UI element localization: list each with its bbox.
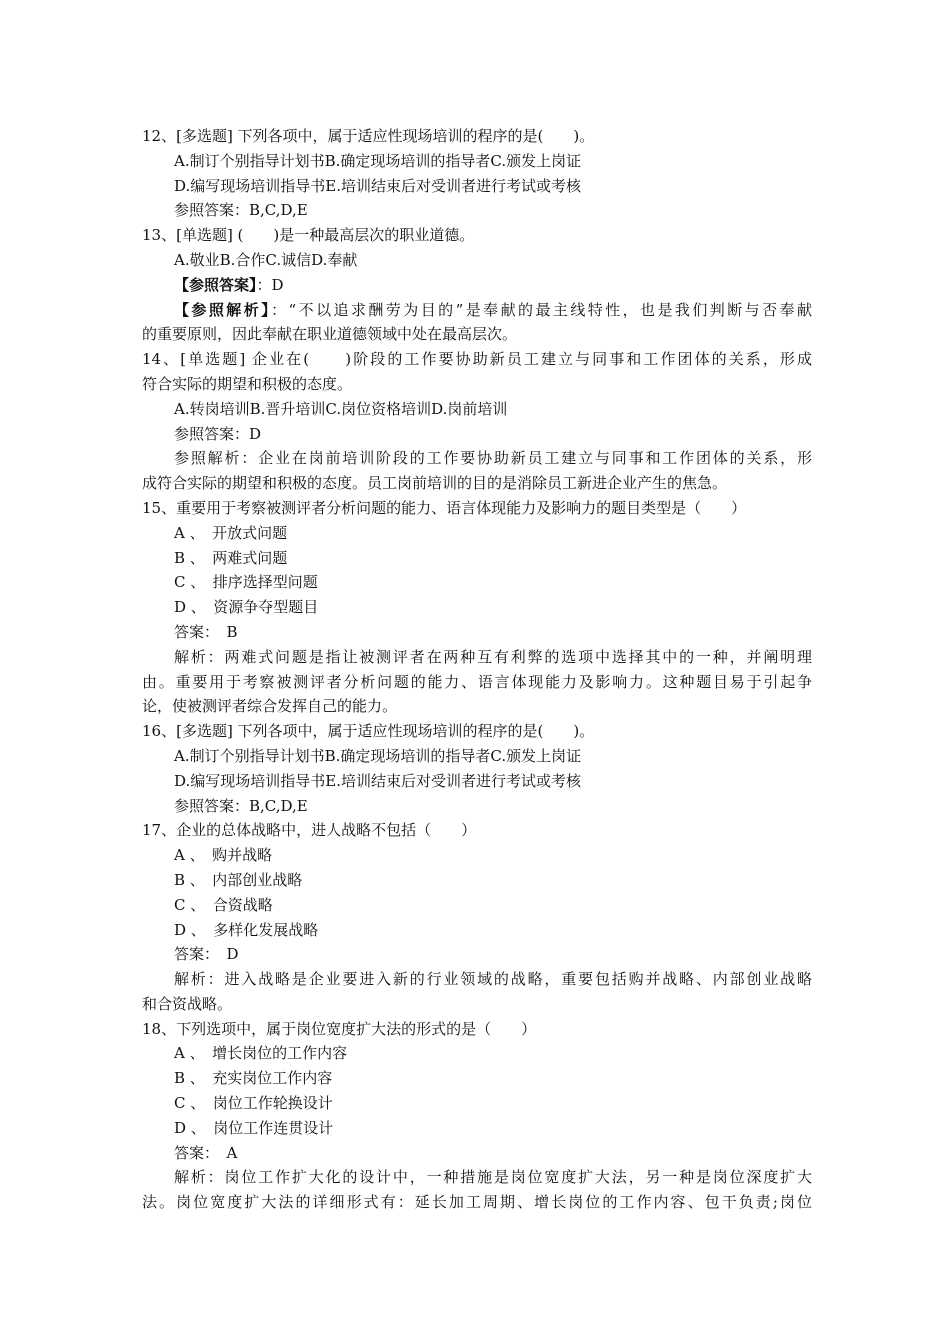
q15-answer: 答案： B [174, 622, 238, 641]
q12-stem: 12、[多选题] 下列各项中，属于适应性现场培训的程序的是( )。 [142, 127, 595, 145]
q14-analysis-line-1: 参照解析：企业在岗前培训阶段的工作要协助新员工建立与同事和工作团体的关系，形 [174, 449, 812, 468]
q17-option-a: A 、 购并战略 [174, 846, 273, 865]
document-page [142, 124, 812, 1215]
q13-answer-label: 【参照答案】 [174, 275, 257, 294]
q15-option-c: C 、 排序选择型问题 [174, 573, 318, 592]
q12-options-line-1: A.制订个别指导计划书B.确定现场培训的指导者C.颁发上岗证 [174, 151, 582, 170]
q16-answer: 参照答案：B,C,D,E [174, 796, 308, 815]
q18-answer: 答案： A [174, 1143, 238, 1162]
q16-options-line-1: A.制订个别指导计划书B.确定现场培训的指导者C.颁发上岗证 [174, 746, 582, 765]
q17-stem: 17、企业的总体战略中，进人战略不包括（ ） [142, 821, 477, 840]
q18-stem: 18、下列选项中，属于岗位宽度扩大法的形式的是（ ） [142, 1019, 537, 1038]
q13-answer-value: ：D [256, 275, 284, 294]
q18-analysis-line-1: 解析：岗位工作扩大化的设计中，一种措施是岗位宽度扩大法，另一种是岗位深度扩大 [174, 1168, 812, 1187]
q15-analysis-line-1: 解析：两难式问题是指让被测评者在两种互有利弊的选项中选择其中的一种，并阐明理 [174, 647, 812, 666]
q15-stem: 15、重要用于考察被测评者分析问题的能力、语言体现能力及影响力的题目类型是（ ） [142, 498, 747, 517]
q15-option-a: A 、 开放式问题 [174, 523, 288, 542]
q14-options: A.转岗培训B.晋升培训C.岗位资格培训D.岗前培训 [174, 399, 508, 418]
q15-analysis-line-2: 由。重要用于考察被测评者分析问题的能力、语言体现能力及影响力。这种题目易于引起争 [142, 672, 812, 691]
q14-analysis-line-2: 成符合实际的期望和积极的态度。员工岗前培训的目的是消除员工新进企业产生的焦急。 [142, 474, 728, 493]
q12-options-line-2: D.编写现场培训指导书E.培训结束后对受训者进行考试或考核 [174, 176, 581, 195]
q13-stem: 13、[单选题] ( )是一种最高层次的职业道德。 [142, 226, 475, 245]
q17-analysis-line-1: 解析：进入战略是企业要进入新的行业领域的战略，重要包括购并战略、内部创业战略 [174, 970, 812, 989]
q17-option-c: C 、 合资战略 [174, 895, 273, 914]
q13-analysis-line-1 [142, 298, 812, 323]
q17-option-b: B 、 内部创业战略 [174, 870, 303, 889]
q16-stem: 16、[多选题] 下列各项中，属于适应性现场培训的程序的是( )。 [142, 722, 595, 741]
q15-option-b: B 、 两难式问题 [174, 548, 288, 567]
q18-option-c: C 、 岗位工作轮换设计 [174, 1094, 333, 1113]
q15-analysis-line-3: 论，使被测评者综合发挥自己的能力。 [142, 697, 398, 716]
q13-analysis-text: ：“不以追求酬劳为目的”是奉献的最主线特性，也是我们判断与否奉献 [271, 300, 812, 319]
q17-analysis-line-2: 和合资战略。 [142, 994, 233, 1013]
q16-options-line-2: D.编写现场培训指导书E.培训结束后对受训者进行考试或考核 [174, 771, 581, 790]
q18-option-b: B 、 充实岗位工作内容 [174, 1069, 333, 1088]
q13-analysis-label: 【参照解析】 [174, 300, 272, 319]
q13-answer [142, 273, 812, 298]
q12-answer: 参照答案：B,C,D,E [174, 201, 308, 220]
q17-option-d: D 、 多样化发展战略 [174, 920, 319, 939]
q14-answer: 参照答案：D [174, 424, 262, 443]
q17-answer: 答案： D [174, 945, 239, 964]
q18-analysis-line-2: 法。岗位宽度扩大法的详细形式有：延长加工周期、增长岗位的工作内容、包干负责;岗位 [142, 1193, 812, 1212]
q18-option-a: A 、 增长岗位的工作内容 [174, 1044, 348, 1063]
q18-option-d: D 、 岗位工作连贯设计 [174, 1118, 334, 1137]
q15-option-d: D 、 资源争夺型题目 [174, 598, 319, 617]
q14-stem-line-2: 符合实际的期望和积极的态度。 [142, 374, 353, 393]
q13-analysis-line-2: 的重要原则，因此奉献在职业道德领域中处在最高层次。 [142, 325, 518, 344]
q14-stem-line-1: 14、[单选题] 企业在( )阶段的工作要协助新员工建立与同事和工作团体的关系，形成 [142, 350, 812, 369]
q13-options: A.敬业B.合作C.诚信D.奉献 [174, 250, 358, 269]
